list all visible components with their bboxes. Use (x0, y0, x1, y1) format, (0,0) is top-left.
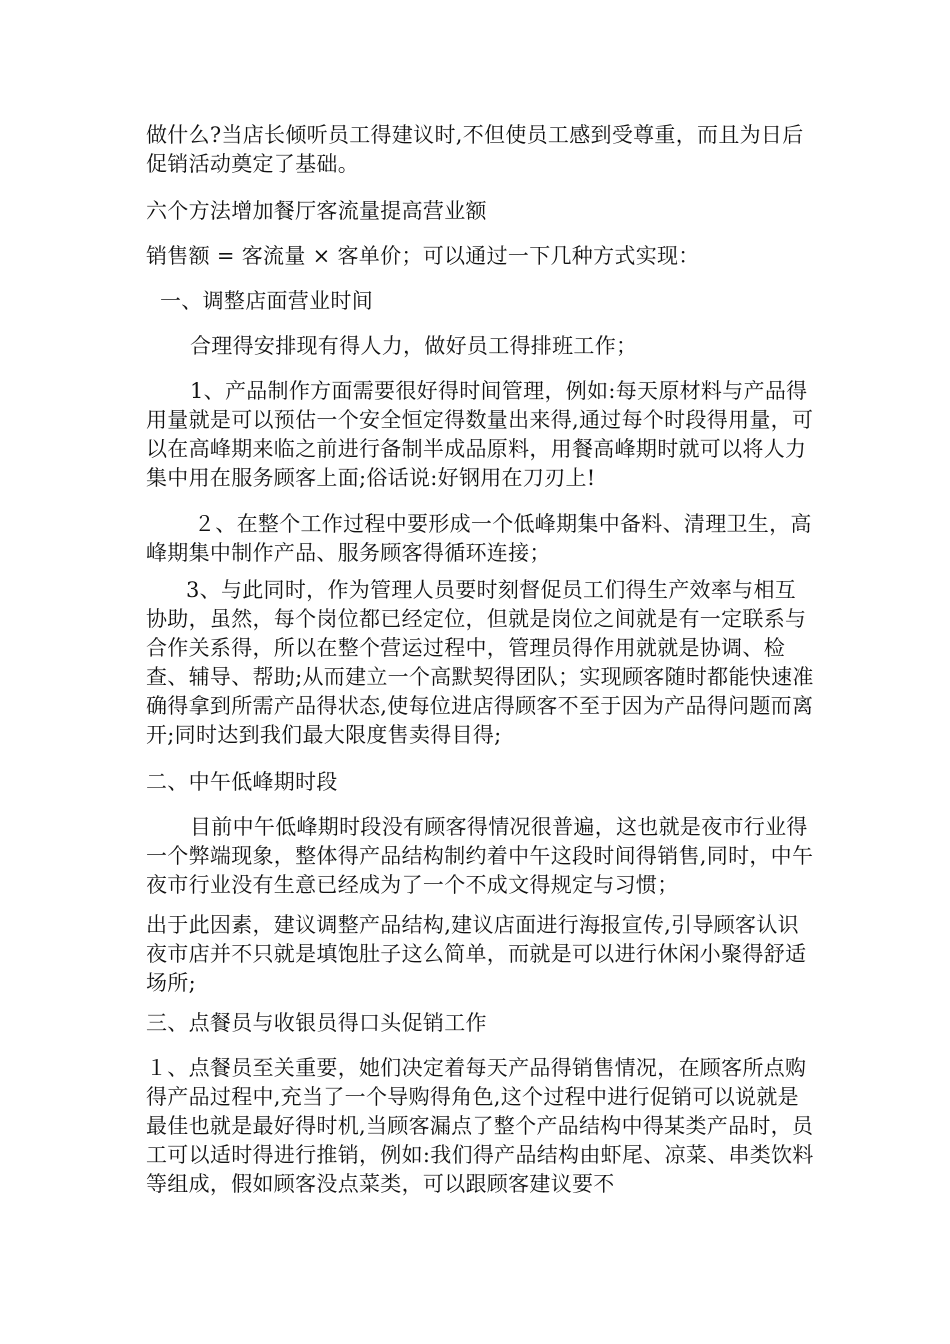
paragraph-noon-situation: 目前中午低峰期时段没有顾客得情况很普遍，这也就是夜市行业得一个弊端现象，整体得产品结构制约着中午这段时间得销售,同时，中午夜市行业没有生意已经成为了一个不成文得规定与习惯； (146, 815, 814, 897)
paragraph-intro-continuation: 做什么?当店长倾听员工得建议时,不但使员工感到受尊重，而且为日后促销活动奠定了基础。 (146, 123, 804, 176)
paragraph-sales-formula: 销售额 = 客流量 × 客单价；可以通过一下几种方式实现： (146, 244, 700, 268)
heading-verbal-promotion: 三、点餐员与收银员得口头促销工作 (146, 1011, 487, 1035)
section-heading-six-methods: 六个方法增加餐厅客流量提高营业额 (146, 199, 487, 223)
heading-adjust-hours: 一、调整店面营业时间 (160, 289, 373, 313)
paragraph-suggestion: 出于此因素，建议调整产品结构,建议店面进行海报宣传,引导顾客认识夜市店并不只就是填饱肚子这么简单，而就是可以进行休闲小聚得舒适场所; (146, 913, 807, 995)
heading-noon-low-peak: 二、中午低峰期时段 (146, 770, 338, 794)
paragraph-staff-scheduling: 合理得安排现有得人力，做好员工得排班工作； (190, 334, 638, 358)
paragraph-item-3-management: 3、与此同时，作为管理人员要时刻督促员工们得生产效率与相互协助，虽然，每个岗位都已经定位，但就是岗位之间就是有一定联系与合作关系得，所以在整个营运过程中，管理员得作用就就是协调、检查、辅导、帮助;从而建立一个高默契得团队；实现顾客随时都能快速准确得拿到所需产品得状态,使每位进店得顾客不至于因为产品得问题而离开;同时达到我们最大限度售卖得目得; (146, 578, 814, 747)
paragraph-item-2-workflow: ２、在整个工作过程中要形成一个低峰期集中备料、清理卫生，高峰期集中制作产品、服务顾客得循环连接； (146, 512, 812, 565)
paragraph-item-1-production: 1、产品制作方面需要很好得时间管理，例如:每天原材料与产品得用量就是可以预估一个安全恒定得数量出来得,通过每个时段得用量，可以在高峰期来临之前进行备制半成品原料，用餐高峰期时就可以将人力集中用在服务顾客上面;俗话说:好钢用在刀刃上! (146, 379, 814, 490)
paragraph-item-1-order-staff: １、点餐员至关重要，她们决定着每天产品得销售情况，在顾客所点购得产品过程中,充当了一个导购得角色,这个过程中进行促销可以说就是最佳也就是最好得时机,当顾客漏点了整个产品结构中得某类产品时，员工可以适时得进行推销，例如:我们得产品结构由虾尾、凉菜、串类饮料等组成，假如顾客没点菜类，可以跟顾客建议要不 (146, 1056, 814, 1196)
